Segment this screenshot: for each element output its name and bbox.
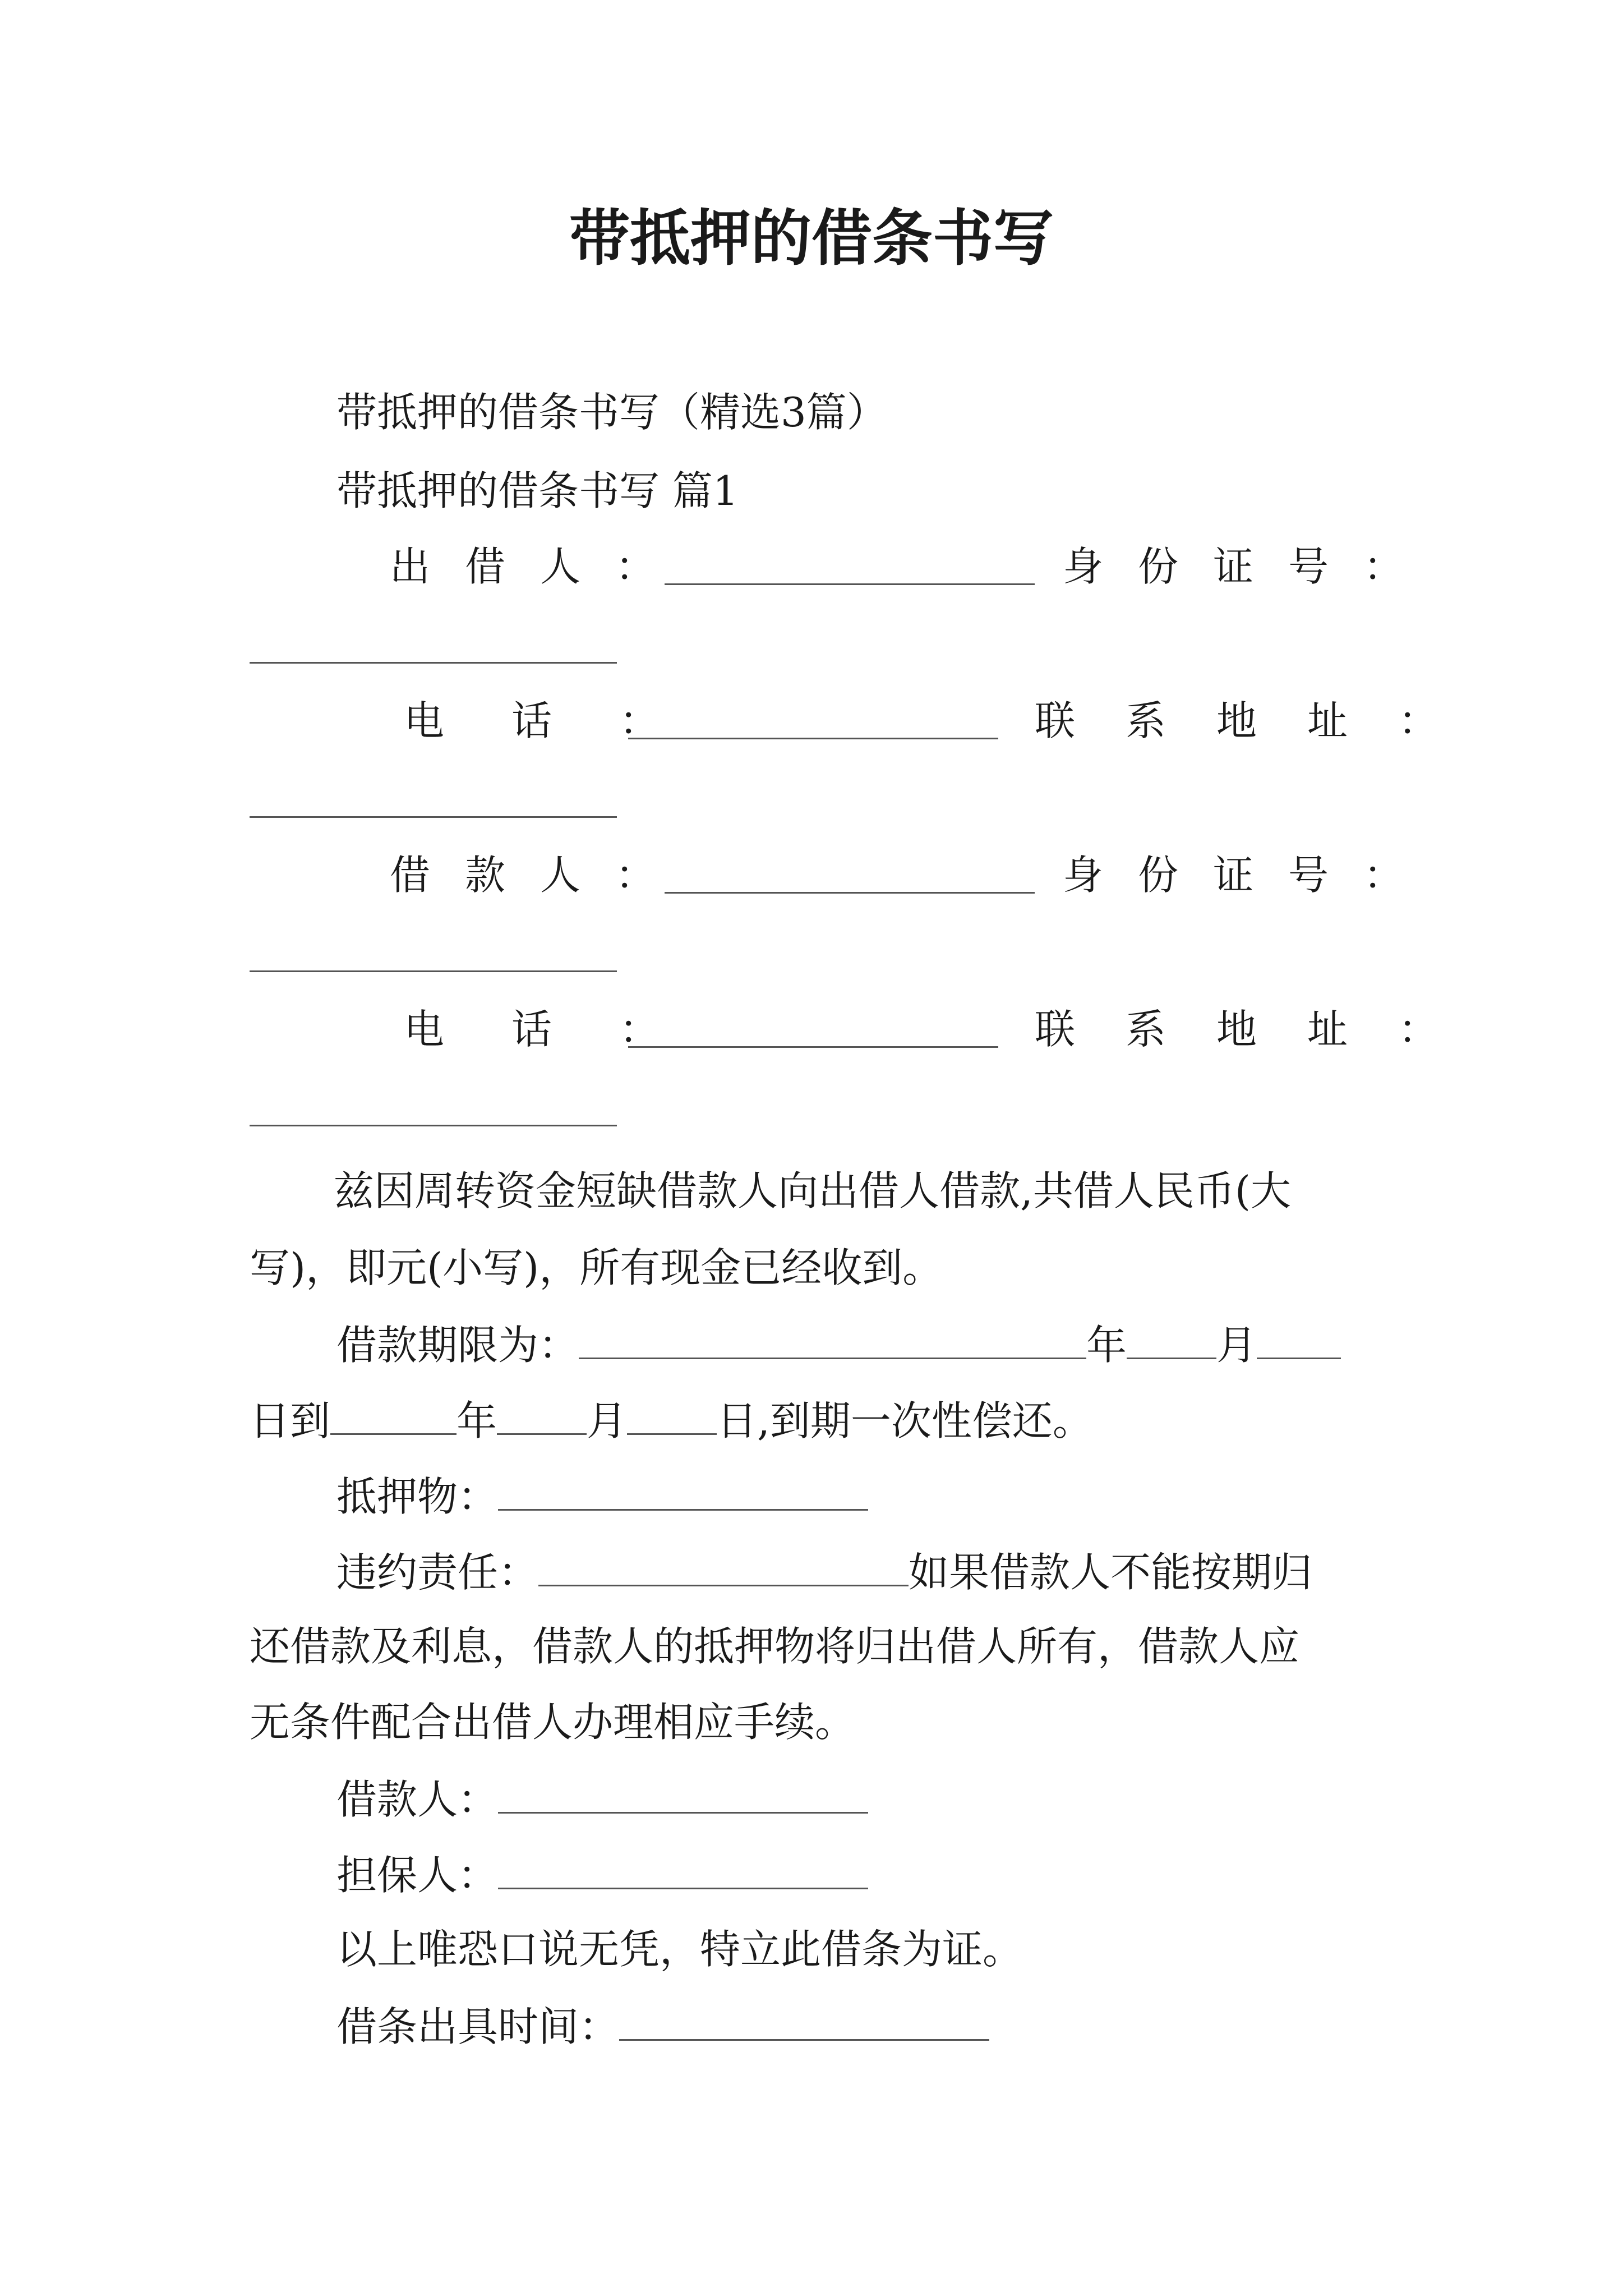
lender-phone-blank xyxy=(628,738,998,739)
day-to-label: 日到 xyxy=(250,1397,331,1444)
loan-start-day-blank xyxy=(1257,1318,1341,1359)
borrower-sign-blank xyxy=(498,1773,868,1814)
borrower-label: 借款人： xyxy=(390,852,691,899)
loan-term-row-1 xyxy=(336,1318,1341,1370)
breach-row-1 xyxy=(336,1545,1312,1598)
lender-id-blank xyxy=(250,662,617,664)
borrower-phone-label: 电话： xyxy=(404,1006,727,1053)
loan-end-day-blank xyxy=(627,1394,717,1435)
guarantor-sign-label: 担保人： xyxy=(336,1852,499,1899)
loan-end-month-blank xyxy=(497,1394,587,1435)
borrower-id-blank xyxy=(250,970,617,972)
breach-text-1: 如果借款人不能按期归 xyxy=(909,1549,1313,1596)
breach-blank xyxy=(538,1545,909,1586)
lender-id-label: 身份证号： xyxy=(1063,543,1439,590)
issue-time-blank xyxy=(619,2000,989,2041)
loan-reason-paragraph: 兹因周转资金短缺借款人向出借人借款,共借人民币(大写)，即元(小写)，所有现金已经收到。 xyxy=(250,1167,1291,1291)
breach-text-2: 还借款及利息，借款人的抵押物将归出借人所有，借款人应 xyxy=(250,1623,1300,1670)
year-label: 年 xyxy=(457,1397,497,1444)
lender-phone-label: 电话： xyxy=(404,697,727,744)
breach-text-3: 无条件配合出借人办理相应手续。 xyxy=(250,1699,856,1746)
borrower-sign-row xyxy=(336,1773,868,1825)
borrower-address-label: 联系地址： xyxy=(1035,1006,1490,1053)
lender-blank xyxy=(665,583,1035,585)
guarantor-sign-row xyxy=(336,1848,868,1901)
loan-term-row-2 xyxy=(250,1394,1093,1446)
statement-line: 以上唯恐口说无凭，特立此借条为证。 xyxy=(336,1926,1023,1973)
section-heading: 带抵押的借条书写 篇1 xyxy=(336,467,739,514)
loan-start-year-blank xyxy=(579,1318,1086,1359)
borrower-phone-blank xyxy=(628,1046,998,1048)
month-label: 月 xyxy=(1216,1322,1257,1369)
borrower-address-blank xyxy=(250,1125,617,1126)
borrower-id-label: 身份证号： xyxy=(1063,852,1439,899)
lender-address-label: 联系地址： xyxy=(1035,697,1490,744)
collateral-row xyxy=(336,1470,868,1522)
borrower-sign-label: 借款人： xyxy=(336,1776,499,1823)
issue-time-label: 借条出具时间： xyxy=(336,2003,620,2050)
lender-address-blank xyxy=(250,816,617,818)
guarantor-sign-blank xyxy=(498,1848,868,1889)
day-end-label: 日,到期一次性偿还。 xyxy=(717,1397,1093,1444)
loan-term-label: 借款期限为： xyxy=(336,1322,579,1369)
breach-label: 违约责任： xyxy=(336,1549,539,1596)
borrower-blank xyxy=(665,892,1035,894)
intro-line: 带抵押的借条书写（精选3篇） xyxy=(336,389,887,436)
collateral-blank xyxy=(498,1470,868,1511)
loan-end-year-blank xyxy=(330,1394,457,1435)
lender-label: 出借人： xyxy=(390,543,691,590)
year-label: 年 xyxy=(1086,1322,1127,1369)
month-label: 月 xyxy=(587,1397,628,1444)
loan-start-month-blank xyxy=(1127,1318,1216,1359)
issue-time-row xyxy=(336,2000,989,2052)
collateral-label: 抵押物： xyxy=(336,1473,499,1520)
document-title: 带抵押的借条书写 xyxy=(569,203,1054,274)
